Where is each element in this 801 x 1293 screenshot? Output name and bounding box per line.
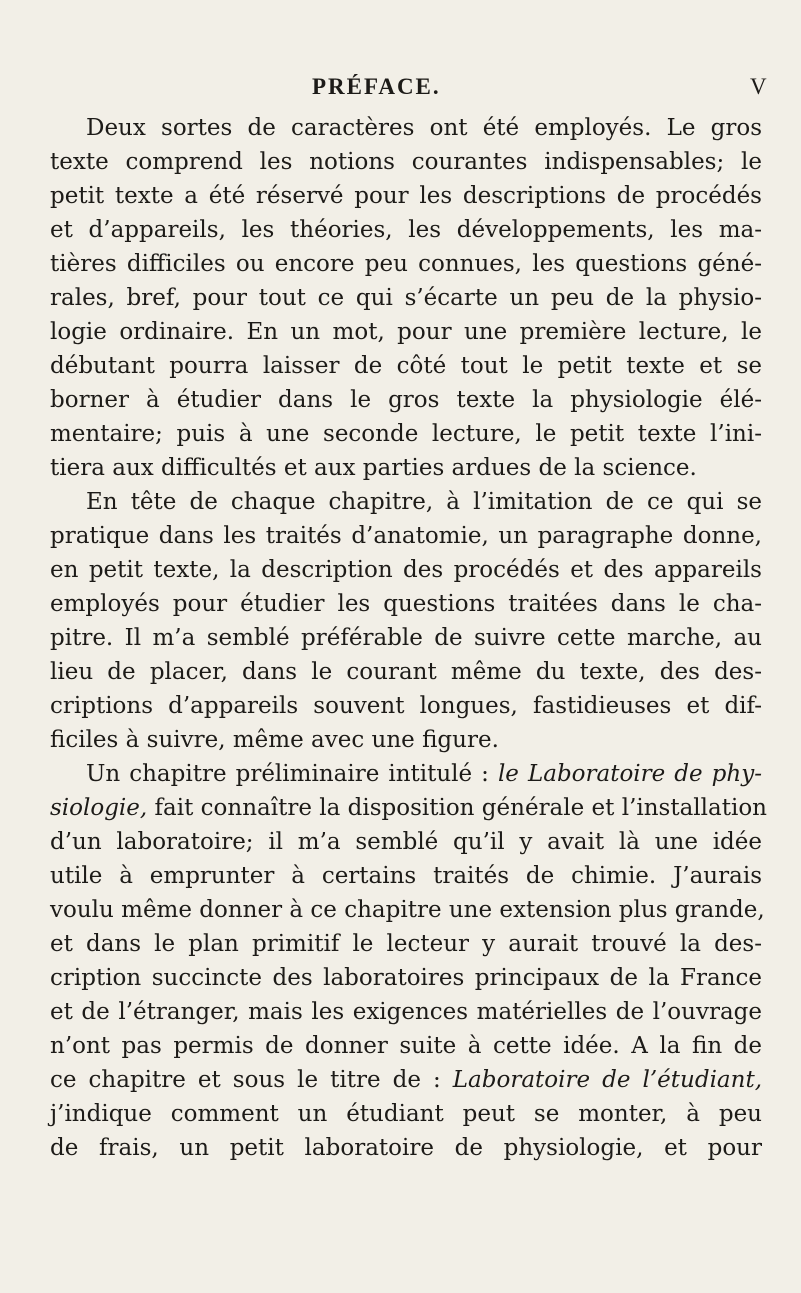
- body-text: [50, 111, 767, 1165]
- text-segment: j’indique comment un étudiant peut se monter, à peu: [50, 1101, 762, 1127]
- text-segment: borner à étudier dans le gros texte la physiologie élé-: [50, 387, 762, 413]
- text-line: [50, 179, 762, 213]
- text-segment: voulu même donner à ce chapitre une extension plus grande,: [50, 897, 765, 923]
- text-segment: et d’appareils, les théories, les développements, les ma-: [50, 217, 762, 243]
- text-segment: débutant pourra laisser de côté tout le petit texte et se: [50, 353, 762, 379]
- text-segment: de frais, un petit laboratoire de physiologie, et pour: [50, 1135, 762, 1161]
- italic-text-segment: le Laboratoire de phy-: [497, 761, 762, 787]
- text-line: [50, 757, 762, 791]
- text-line: [50, 145, 762, 179]
- text-line: [50, 1029, 762, 1063]
- text-segment: Un chapitre préliminaire intitulé :: [86, 761, 498, 787]
- text-segment: En tête de chaque chapitre, à l’imitation de ce qui se: [86, 489, 762, 515]
- text-segment: utile à emprunter à certains traités de chimie. J’aurais: [50, 863, 762, 889]
- text-line: [50, 961, 762, 995]
- text-segment: texte comprend les notions courantes indispensables; le: [50, 149, 762, 175]
- running-title: PRÉFACE.: [312, 74, 441, 99]
- text-line: [50, 111, 762, 145]
- text-segment: d’un laboratoire; il m’a semblé qu’il y avait là une idée: [50, 829, 762, 855]
- text-line: [50, 553, 762, 587]
- text-line: [50, 281, 762, 315]
- text-line: [50, 655, 762, 689]
- text-line: [50, 927, 762, 961]
- text-segment: fait connaître la disposition générale et l’installation: [147, 795, 767, 821]
- text-line: [50, 247, 762, 281]
- text-line: [50, 893, 765, 927]
- text-line: [50, 1097, 762, 1131]
- text-segment: tiera aux difficultés et aux parties ardues de la science.: [50, 455, 697, 481]
- text-segment: cription succincte des laboratoires principaux de la France: [50, 965, 762, 991]
- text-line: [50, 519, 762, 553]
- text-line: [50, 485, 762, 519]
- text-line: [50, 349, 762, 383]
- text-line: [50, 451, 762, 485]
- text-segment: n’ont pas permis de donner suite à cette idée. A la fin de: [50, 1033, 762, 1059]
- italic-text-segment: siologie,: [50, 795, 148, 821]
- text-line: [50, 587, 762, 621]
- text-segment: petit texte a été réservé pour les descriptions de procédés: [50, 183, 762, 209]
- text-segment: employés pour étudier les questions traitées dans le cha-: [50, 591, 762, 617]
- italic-text-segment: Laboratoire de l’étudiant,: [452, 1067, 763, 1093]
- text-segment: lieu de placer, dans le courant même du texte, des des-: [50, 659, 762, 685]
- text-segment: mentaire; puis à une seconde lecture, le petit texte l’ini-: [50, 421, 762, 447]
- text-line: [50, 825, 762, 859]
- text-line: [50, 859, 762, 893]
- text-line: [50, 1131, 762, 1165]
- page-header: [0, 74, 801, 114]
- text-segment: pitre. Il m’a semblé préférable de suivre cette marche, au: [50, 625, 762, 651]
- text-segment: Deux sortes de caractères ont été employés. Le gros: [86, 115, 762, 141]
- text-segment: et dans le plan primitif le lecteur y aurait trouvé la des-: [50, 931, 762, 957]
- text-segment: et de l’étranger, mais les exigences matérielles de l’ouvrage: [50, 999, 762, 1025]
- text-segment: tières difficiles ou encore peu connues, les questions géné-: [50, 251, 762, 277]
- text-line: [50, 621, 762, 655]
- text-segment: en petit texte, la description des procédés et des appareils: [50, 557, 762, 583]
- text-line: [50, 995, 762, 1029]
- text-line: [50, 417, 762, 451]
- text-line: [50, 689, 762, 723]
- text-segment: logie ordinaire. En un mot, pour une première lecture, le: [50, 319, 762, 345]
- text-segment: ce chapitre et sous le titre de :: [50, 1067, 453, 1093]
- text-line: [50, 315, 762, 349]
- text-segment: rales, bref, pour tout ce qui s’écarte un peu de la physio-: [50, 285, 762, 311]
- text-line: [50, 383, 762, 417]
- text-segment: pratique dans les traités d’anatomie, un paragraphe donne,: [50, 523, 762, 549]
- text-line: [50, 723, 762, 757]
- text-segment: criptions d’appareils souvent longues, fastidieuses et dif-: [50, 693, 762, 719]
- text-line: [50, 213, 762, 247]
- text-line: [50, 791, 767, 825]
- text-segment: ficiles à suivre, même avec une figure.: [50, 727, 499, 753]
- text-line: [50, 1063, 762, 1097]
- page-number: V: [750, 74, 767, 99]
